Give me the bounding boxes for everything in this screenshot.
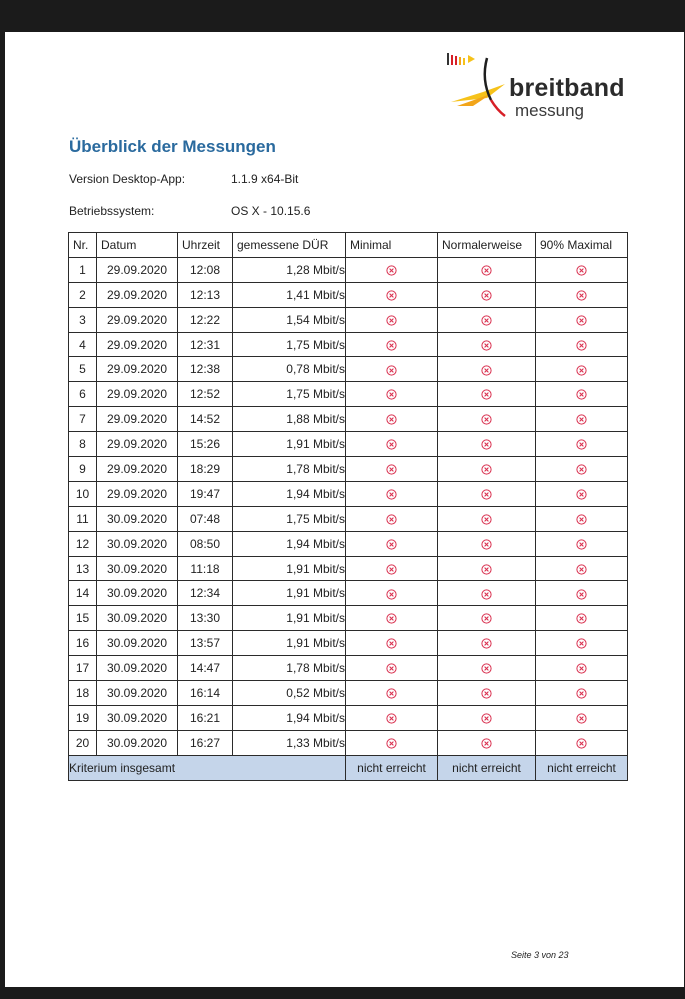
cell-minimal <box>346 730 438 755</box>
cell-uhrzeit: 07:48 <box>178 506 233 531</box>
circle-x-icon <box>481 312 492 326</box>
cell-uhrzeit: 11:18 <box>178 556 233 581</box>
table-row <box>69 257 628 282</box>
circle-x-icon <box>576 611 587 625</box>
circle-x-icon <box>481 661 492 675</box>
circle-x-icon <box>386 536 397 550</box>
cell-90-maximal <box>536 307 628 332</box>
circle-x-icon <box>576 561 587 575</box>
circle-x-icon <box>576 536 587 550</box>
circle-x-icon <box>481 437 492 451</box>
cell-normalerweise <box>438 307 536 332</box>
cell-nr: 11 <box>69 506 97 531</box>
circle-x-icon <box>386 362 397 376</box>
circle-x-icon <box>481 611 492 625</box>
circle-x-icon <box>386 611 397 625</box>
cell-datum: 29.09.2020 <box>97 307 178 332</box>
meta-value-os: OS X - 10.15.6 <box>231 204 311 218</box>
table-row <box>69 506 628 531</box>
logo-word-messung: messung <box>515 101 584 120</box>
table-row <box>69 581 628 606</box>
cell-datum: 30.09.2020 <box>97 656 178 681</box>
cell-minimal <box>346 556 438 581</box>
circle-x-icon <box>481 362 492 376</box>
cell-normalerweise <box>438 457 536 482</box>
cell-datum: 29.09.2020 <box>97 257 178 282</box>
circle-x-icon <box>481 636 492 650</box>
header-gemessene-duer: gemessene DÜR <box>233 233 346 258</box>
cell-nr: 5 <box>69 357 97 382</box>
cell-90-maximal <box>536 581 628 606</box>
cell-datum: 29.09.2020 <box>97 407 178 432</box>
circle-x-icon <box>481 512 492 526</box>
circle-x-icon <box>481 263 492 277</box>
cell-minimal <box>346 332 438 357</box>
cell-90-maximal <box>536 705 628 730</box>
cell-datum: 30.09.2020 <box>97 556 178 581</box>
cell-90-maximal <box>536 357 628 382</box>
circle-x-icon <box>386 561 397 575</box>
cell-90-maximal <box>536 432 628 457</box>
cell-gemessene-duer: 1,91 Mbit/s <box>233 581 346 606</box>
cell-nr: 6 <box>69 382 97 407</box>
cell-normalerweise <box>438 357 536 382</box>
circle-x-icon <box>386 387 397 401</box>
cell-minimal <box>346 457 438 482</box>
table-row <box>69 357 628 382</box>
table-row <box>69 282 628 307</box>
circle-x-icon <box>576 437 587 451</box>
circle-x-icon <box>481 586 492 600</box>
circle-x-icon <box>576 312 587 326</box>
cell-datum: 29.09.2020 <box>97 432 178 457</box>
cell-normalerweise <box>438 581 536 606</box>
table-row <box>69 556 628 581</box>
cell-gemessene-duer: 1,91 Mbit/s <box>233 556 346 581</box>
cell-nr: 2 <box>69 282 97 307</box>
circle-x-icon <box>386 487 397 501</box>
table-row <box>69 531 628 556</box>
cell-minimal <box>346 656 438 681</box>
cell-90-maximal <box>536 382 628 407</box>
cell-nr: 10 <box>69 481 97 506</box>
cell-normalerweise <box>438 606 536 631</box>
table-row <box>69 307 628 332</box>
cell-gemessene-duer: 1,91 Mbit/s <box>233 631 346 656</box>
cell-minimal <box>346 357 438 382</box>
cell-gemessene-duer: 1,75 Mbit/s <box>233 382 346 407</box>
cell-normalerweise <box>438 332 536 357</box>
table-row <box>69 730 628 755</box>
cell-90-maximal <box>536 656 628 681</box>
cell-datum: 29.09.2020 <box>97 382 178 407</box>
cell-uhrzeit: 14:47 <box>178 656 233 681</box>
circle-x-icon <box>386 462 397 476</box>
cell-minimal <box>346 481 438 506</box>
logo-word-breitband: breitband <box>509 74 625 102</box>
cell-uhrzeit: 15:26 <box>178 432 233 457</box>
circle-x-icon <box>386 636 397 650</box>
circle-x-icon <box>386 263 397 277</box>
circle-x-icon <box>386 288 397 302</box>
circle-x-icon <box>386 661 397 675</box>
cell-gemessene-duer: 1,75 Mbit/s <box>233 332 346 357</box>
circle-x-icon <box>576 288 587 302</box>
cell-normalerweise <box>438 257 536 282</box>
cell-nr: 4 <box>69 332 97 357</box>
circle-x-icon <box>481 487 492 501</box>
cell-gemessene-duer: 0,52 Mbit/s <box>233 681 346 706</box>
cell-minimal <box>346 581 438 606</box>
table-row <box>69 407 628 432</box>
circle-x-icon <box>576 636 587 650</box>
circle-x-icon <box>481 736 492 750</box>
cell-uhrzeit: 12:52 <box>178 382 233 407</box>
cell-normalerweise <box>438 506 536 531</box>
circle-x-icon <box>386 312 397 326</box>
meta-label-os: Betriebssystem: <box>69 204 155 218</box>
circle-x-icon <box>481 288 492 302</box>
summary-normalerweise: nicht erreicht <box>438 755 536 780</box>
circle-x-icon <box>576 362 587 376</box>
cell-minimal <box>346 506 438 531</box>
cell-nr: 18 <box>69 681 97 706</box>
cell-gemessene-duer: 1,94 Mbit/s <box>233 531 346 556</box>
cell-gemessene-duer: 1,91 Mbit/s <box>233 432 346 457</box>
cell-normalerweise <box>438 556 536 581</box>
circle-x-icon <box>481 686 492 700</box>
table-row <box>69 432 628 457</box>
cell-normalerweise <box>438 407 536 432</box>
cell-uhrzeit: 12:38 <box>178 357 233 382</box>
table-row <box>69 457 628 482</box>
cell-nr: 13 <box>69 556 97 581</box>
measurements-table <box>68 232 628 781</box>
circle-x-icon <box>386 437 397 451</box>
circle-x-icon <box>386 337 397 351</box>
circle-x-icon <box>481 412 492 426</box>
circle-x-icon <box>576 586 587 600</box>
cell-90-maximal <box>536 332 628 357</box>
cell-minimal <box>346 531 438 556</box>
cell-nr: 16 <box>69 631 97 656</box>
header-nr: Nr. <box>69 233 97 258</box>
cell-gemessene-duer: 1,94 Mbit/s <box>233 705 346 730</box>
circle-x-icon <box>481 337 492 351</box>
cell-90-maximal <box>536 606 628 631</box>
cell-gemessene-duer: 1,75 Mbit/s <box>233 506 346 531</box>
cell-gemessene-duer: 1,91 Mbit/s <box>233 606 346 631</box>
cell-nr: 17 <box>69 656 97 681</box>
header-uhrzeit: Uhrzeit <box>178 233 233 258</box>
cell-normalerweise <box>438 481 536 506</box>
cell-uhrzeit: 13:30 <box>178 606 233 631</box>
cell-datum: 29.09.2020 <box>97 357 178 382</box>
cell-90-maximal <box>536 257 628 282</box>
circle-x-icon <box>576 462 587 476</box>
cell-uhrzeit: 16:14 <box>178 681 233 706</box>
circle-x-icon <box>386 736 397 750</box>
cell-90-maximal <box>536 457 628 482</box>
cell-datum: 30.09.2020 <box>97 606 178 631</box>
cell-uhrzeit: 19:47 <box>178 481 233 506</box>
circle-x-icon <box>386 686 397 700</box>
cell-uhrzeit: 18:29 <box>178 457 233 482</box>
cell-normalerweise <box>438 681 536 706</box>
cell-minimal <box>346 382 438 407</box>
cell-minimal <box>346 681 438 706</box>
table-row <box>69 681 628 706</box>
circle-x-icon <box>576 412 587 426</box>
cell-nr: 9 <box>69 457 97 482</box>
circle-x-icon <box>576 487 587 501</box>
circle-x-icon <box>576 736 587 750</box>
cell-uhrzeit: 14:52 <box>178 407 233 432</box>
cell-uhrzeit: 13:57 <box>178 631 233 656</box>
header-90-maximal: 90% Maximal <box>536 233 628 258</box>
cell-datum: 30.09.2020 <box>97 681 178 706</box>
cell-gemessene-duer: 1,88 Mbit/s <box>233 407 346 432</box>
cell-datum: 30.09.2020 <box>97 531 178 556</box>
cell-minimal <box>346 705 438 730</box>
cell-normalerweise <box>438 382 536 407</box>
cell-minimal <box>346 432 438 457</box>
cell-gemessene-duer: 1,54 Mbit/s <box>233 307 346 332</box>
table-row <box>69 481 628 506</box>
circle-x-icon <box>481 711 492 725</box>
cell-90-maximal <box>536 407 628 432</box>
cell-minimal <box>346 282 438 307</box>
circle-x-icon <box>576 686 587 700</box>
cell-uhrzeit: 12:08 <box>178 257 233 282</box>
cell-gemessene-duer: 1,78 Mbit/s <box>233 656 346 681</box>
cell-gemessene-duer: 0,78 Mbit/s <box>233 357 346 382</box>
page-title: Überblick der Messungen <box>69 137 276 156</box>
cell-datum: 30.09.2020 <box>97 506 178 531</box>
cell-uhrzeit: 12:22 <box>178 307 233 332</box>
cell-datum: 29.09.2020 <box>97 282 178 307</box>
summary-minimal: nicht erreicht <box>346 755 438 780</box>
table-row <box>69 705 628 730</box>
cell-90-maximal <box>536 631 628 656</box>
cell-datum: 30.09.2020 <box>97 730 178 755</box>
table-header-row <box>69 233 628 258</box>
cell-minimal <box>346 257 438 282</box>
cell-nr: 14 <box>69 581 97 606</box>
cell-nr: 7 <box>69 407 97 432</box>
cell-uhrzeit: 08:50 <box>178 531 233 556</box>
table-row <box>69 382 628 407</box>
header-normalerweise: Normalerweise <box>438 233 536 258</box>
cell-uhrzeit: 16:27 <box>178 730 233 755</box>
cell-nr: 19 <box>69 705 97 730</box>
header-datum: Datum <box>97 233 178 258</box>
circle-x-icon <box>481 387 492 401</box>
circle-x-icon <box>576 387 587 401</box>
circle-x-icon <box>481 462 492 476</box>
cell-gemessene-duer: 1,94 Mbit/s <box>233 481 346 506</box>
cell-90-maximal <box>536 531 628 556</box>
cell-nr: 1 <box>69 257 97 282</box>
cell-nr: 8 <box>69 432 97 457</box>
cell-minimal <box>346 407 438 432</box>
logo-bars-icon <box>447 52 477 66</box>
meta-label-version: Version Desktop-App: <box>69 172 186 186</box>
circle-x-icon <box>576 263 587 277</box>
document-page <box>5 32 684 987</box>
cell-nr: 15 <box>69 606 97 631</box>
cell-uhrzeit: 12:31 <box>178 332 233 357</box>
page-footer: Seite 3 von 23 <box>511 950 569 960</box>
cell-datum: 29.09.2020 <box>97 457 178 482</box>
cell-gemessene-duer: 1,78 Mbit/s <box>233 457 346 482</box>
cell-uhrzeit: 12:34 <box>178 581 233 606</box>
cell-nr: 12 <box>69 531 97 556</box>
cell-normalerweise <box>438 531 536 556</box>
circle-x-icon <box>386 586 397 600</box>
circle-x-icon <box>386 512 397 526</box>
cell-uhrzeit: 12:13 <box>178 282 233 307</box>
circle-x-icon <box>386 711 397 725</box>
circle-x-icon <box>481 561 492 575</box>
cell-normalerweise <box>438 282 536 307</box>
table-row <box>69 332 628 357</box>
cell-90-maximal <box>536 481 628 506</box>
table-row <box>69 656 628 681</box>
meta-value-version: 1.1.9 x64-Bit <box>231 172 299 186</box>
circle-x-icon <box>386 412 397 426</box>
circle-x-icon <box>576 337 587 351</box>
cell-datum: 30.09.2020 <box>97 705 178 730</box>
cell-datum: 30.09.2020 <box>97 581 178 606</box>
cell-minimal <box>346 307 438 332</box>
cell-minimal <box>346 631 438 656</box>
cell-normalerweise <box>438 730 536 755</box>
cell-90-maximal <box>536 506 628 531</box>
circle-x-icon <box>481 536 492 550</box>
summary-label: Kriterium insgesamt <box>69 755 346 780</box>
cell-gemessene-duer: 1,41 Mbit/s <box>233 282 346 307</box>
circle-x-icon <box>576 512 587 526</box>
cell-nr: 20 <box>69 730 97 755</box>
summary-row <box>69 755 628 780</box>
cell-datum: 29.09.2020 <box>97 332 178 357</box>
cell-90-maximal <box>536 681 628 706</box>
cell-90-maximal <box>536 730 628 755</box>
cell-uhrzeit: 16:21 <box>178 705 233 730</box>
circle-x-icon <box>576 661 587 675</box>
breitbandmessung-logo <box>447 52 627 132</box>
circle-x-icon <box>576 711 587 725</box>
cell-normalerweise <box>438 631 536 656</box>
cell-90-maximal <box>536 556 628 581</box>
cell-datum: 29.09.2020 <box>97 481 178 506</box>
cell-nr: 3 <box>69 307 97 332</box>
table-row <box>69 631 628 656</box>
cell-normalerweise <box>438 656 536 681</box>
summary-90-maximal: nicht erreicht <box>536 755 628 780</box>
cell-datum: 30.09.2020 <box>97 631 178 656</box>
cell-gemessene-duer: 1,28 Mbit/s <box>233 257 346 282</box>
header-minimal: Minimal <box>346 233 438 258</box>
cell-90-maximal <box>536 282 628 307</box>
cell-minimal <box>346 606 438 631</box>
cell-gemessene-duer: 1,33 Mbit/s <box>233 730 346 755</box>
table-row <box>69 606 628 631</box>
cell-normalerweise <box>438 705 536 730</box>
cell-normalerweise <box>438 432 536 457</box>
